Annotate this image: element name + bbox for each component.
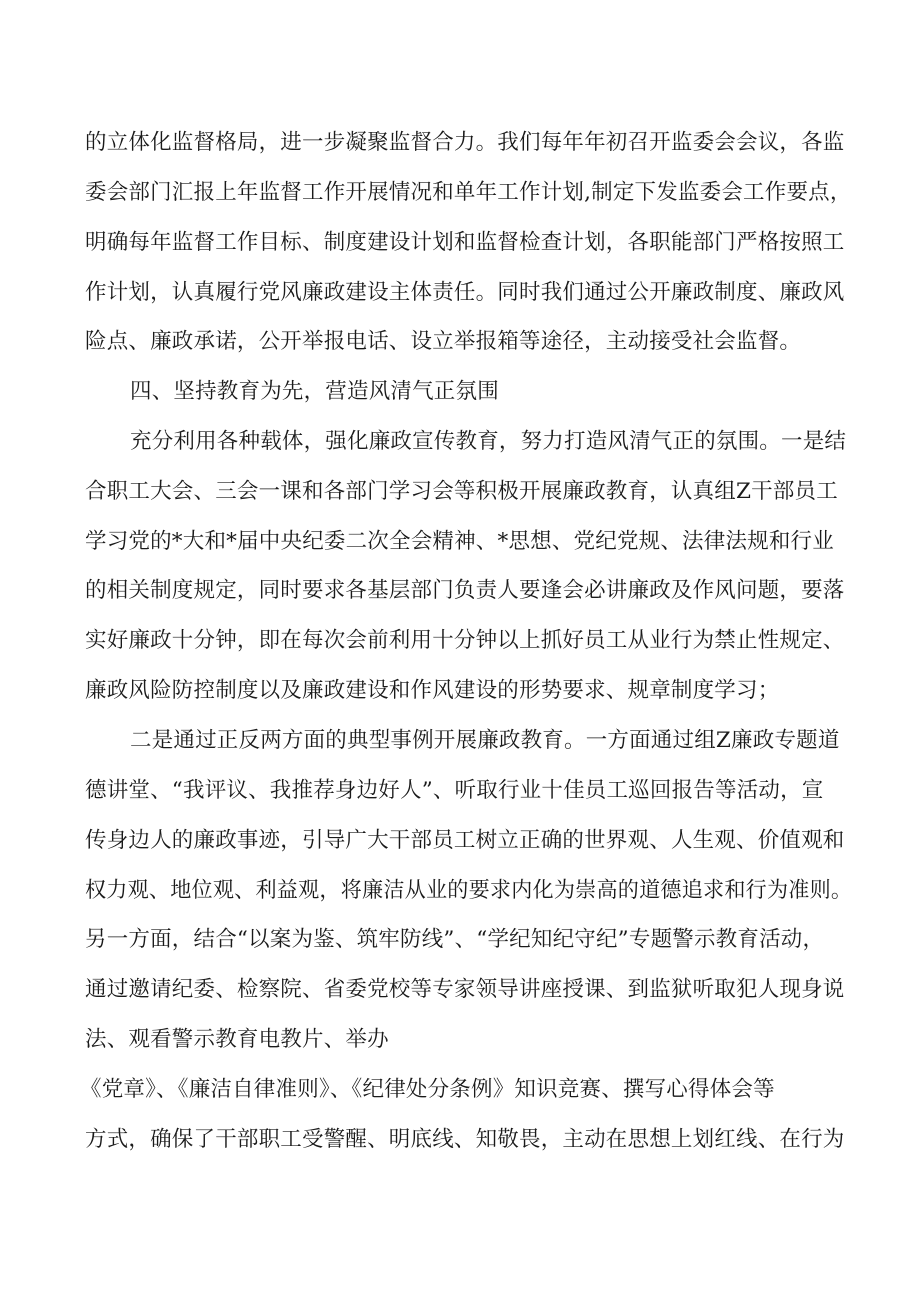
paragraph-line: 的立体化监督格局，进一步凝聚监督合力。我们每年年初召开监委会会议，各监 [85, 130, 845, 155]
section-heading: 四、坚持教育为先，营造风清气正氛围 [130, 379, 499, 404]
paragraph-line: 学习党的*大和*届中央纪委二次全会精神、*思想、党纪党规、法律法规和行业 [85, 529, 834, 554]
paragraph-line: 的相关制度规定，同时要求各基层部门负责人要逢会必讲廉政及作风问题，要落 [85, 578, 845, 603]
paragraph-line: 方式，确保了干部职工受警醒、明底线、知敬畏，主动在思想上划红线、在行为 [85, 1127, 845, 1152]
paragraph-line: 权力观、地位观、利益观，将廉洁从业的要求内化为崇高的道德追求和行为准则。 [85, 878, 853, 903]
paragraph-line: 实好廉政十分钟，即在每次会前利用十分钟以上抓好员工从业行为禁止性规定、 [85, 628, 845, 653]
paragraph-line: 险点、廉政承诺，公开举报电话、设立举报箱等途径，主动接受社会监督。 [85, 329, 802, 354]
paragraph-line: 另一方面，结合“以案为鉴、筑牢防线”、“学纪知纪守纪”专题警示教育活动， [85, 927, 825, 952]
paragraph-line: 传身边人的廉政事迹，引导广大干部员工树立正确的世界观、人生观、价值观和 [85, 828, 845, 853]
paragraph-line: 合职工大会、三会一课和各部门学习会等积极开展廉政教育，认真组Z干部员工 [85, 479, 838, 504]
paragraph-line: 充分利用各种载体，强化廉政宣传教育，努力打造风清气正的氛围。一是结 [130, 429, 847, 454]
paragraph-line: 明确每年监督工作目标、制度建设计划和监督检查计划，各职能部门严格按照工 [85, 230, 845, 255]
paragraph-line: 廉政风险防控制度以及廉政建设和作风建设的形势要求、规章制度学习； [85, 678, 780, 703]
paragraph-line: 二是通过正反两方面的典型事例开展廉政教育。一方面通过组Z廉政专题道 [130, 728, 840, 753]
paragraph-line: 《党章》、《廉洁自律准则》、《纪律处分条例》知识竞赛、撰写心得体会等 [80, 1077, 775, 1102]
paragraph-line: 委会部门汇报上年监督工作开展情况和单年工作计划,制定下发监委会工作要点， [85, 180, 852, 205]
paragraph-line: 法、观看警示教育电教片、举办 [85, 1027, 389, 1052]
paragraph-line: 德讲堂、“我评议、我推荐身边好人”、听取行业十佳员工巡回报告等活动，宣 [85, 778, 824, 803]
paragraph-line: 作计划，认真履行党风廉政建设主体责任。同时我们通过公开廉政制度、廉政风 [85, 280, 845, 305]
paragraph-line: 通过邀请纪委、检察院、省委党校等专家领导讲座授课、到监狱听取犯人现身说 [85, 977, 845, 1002]
